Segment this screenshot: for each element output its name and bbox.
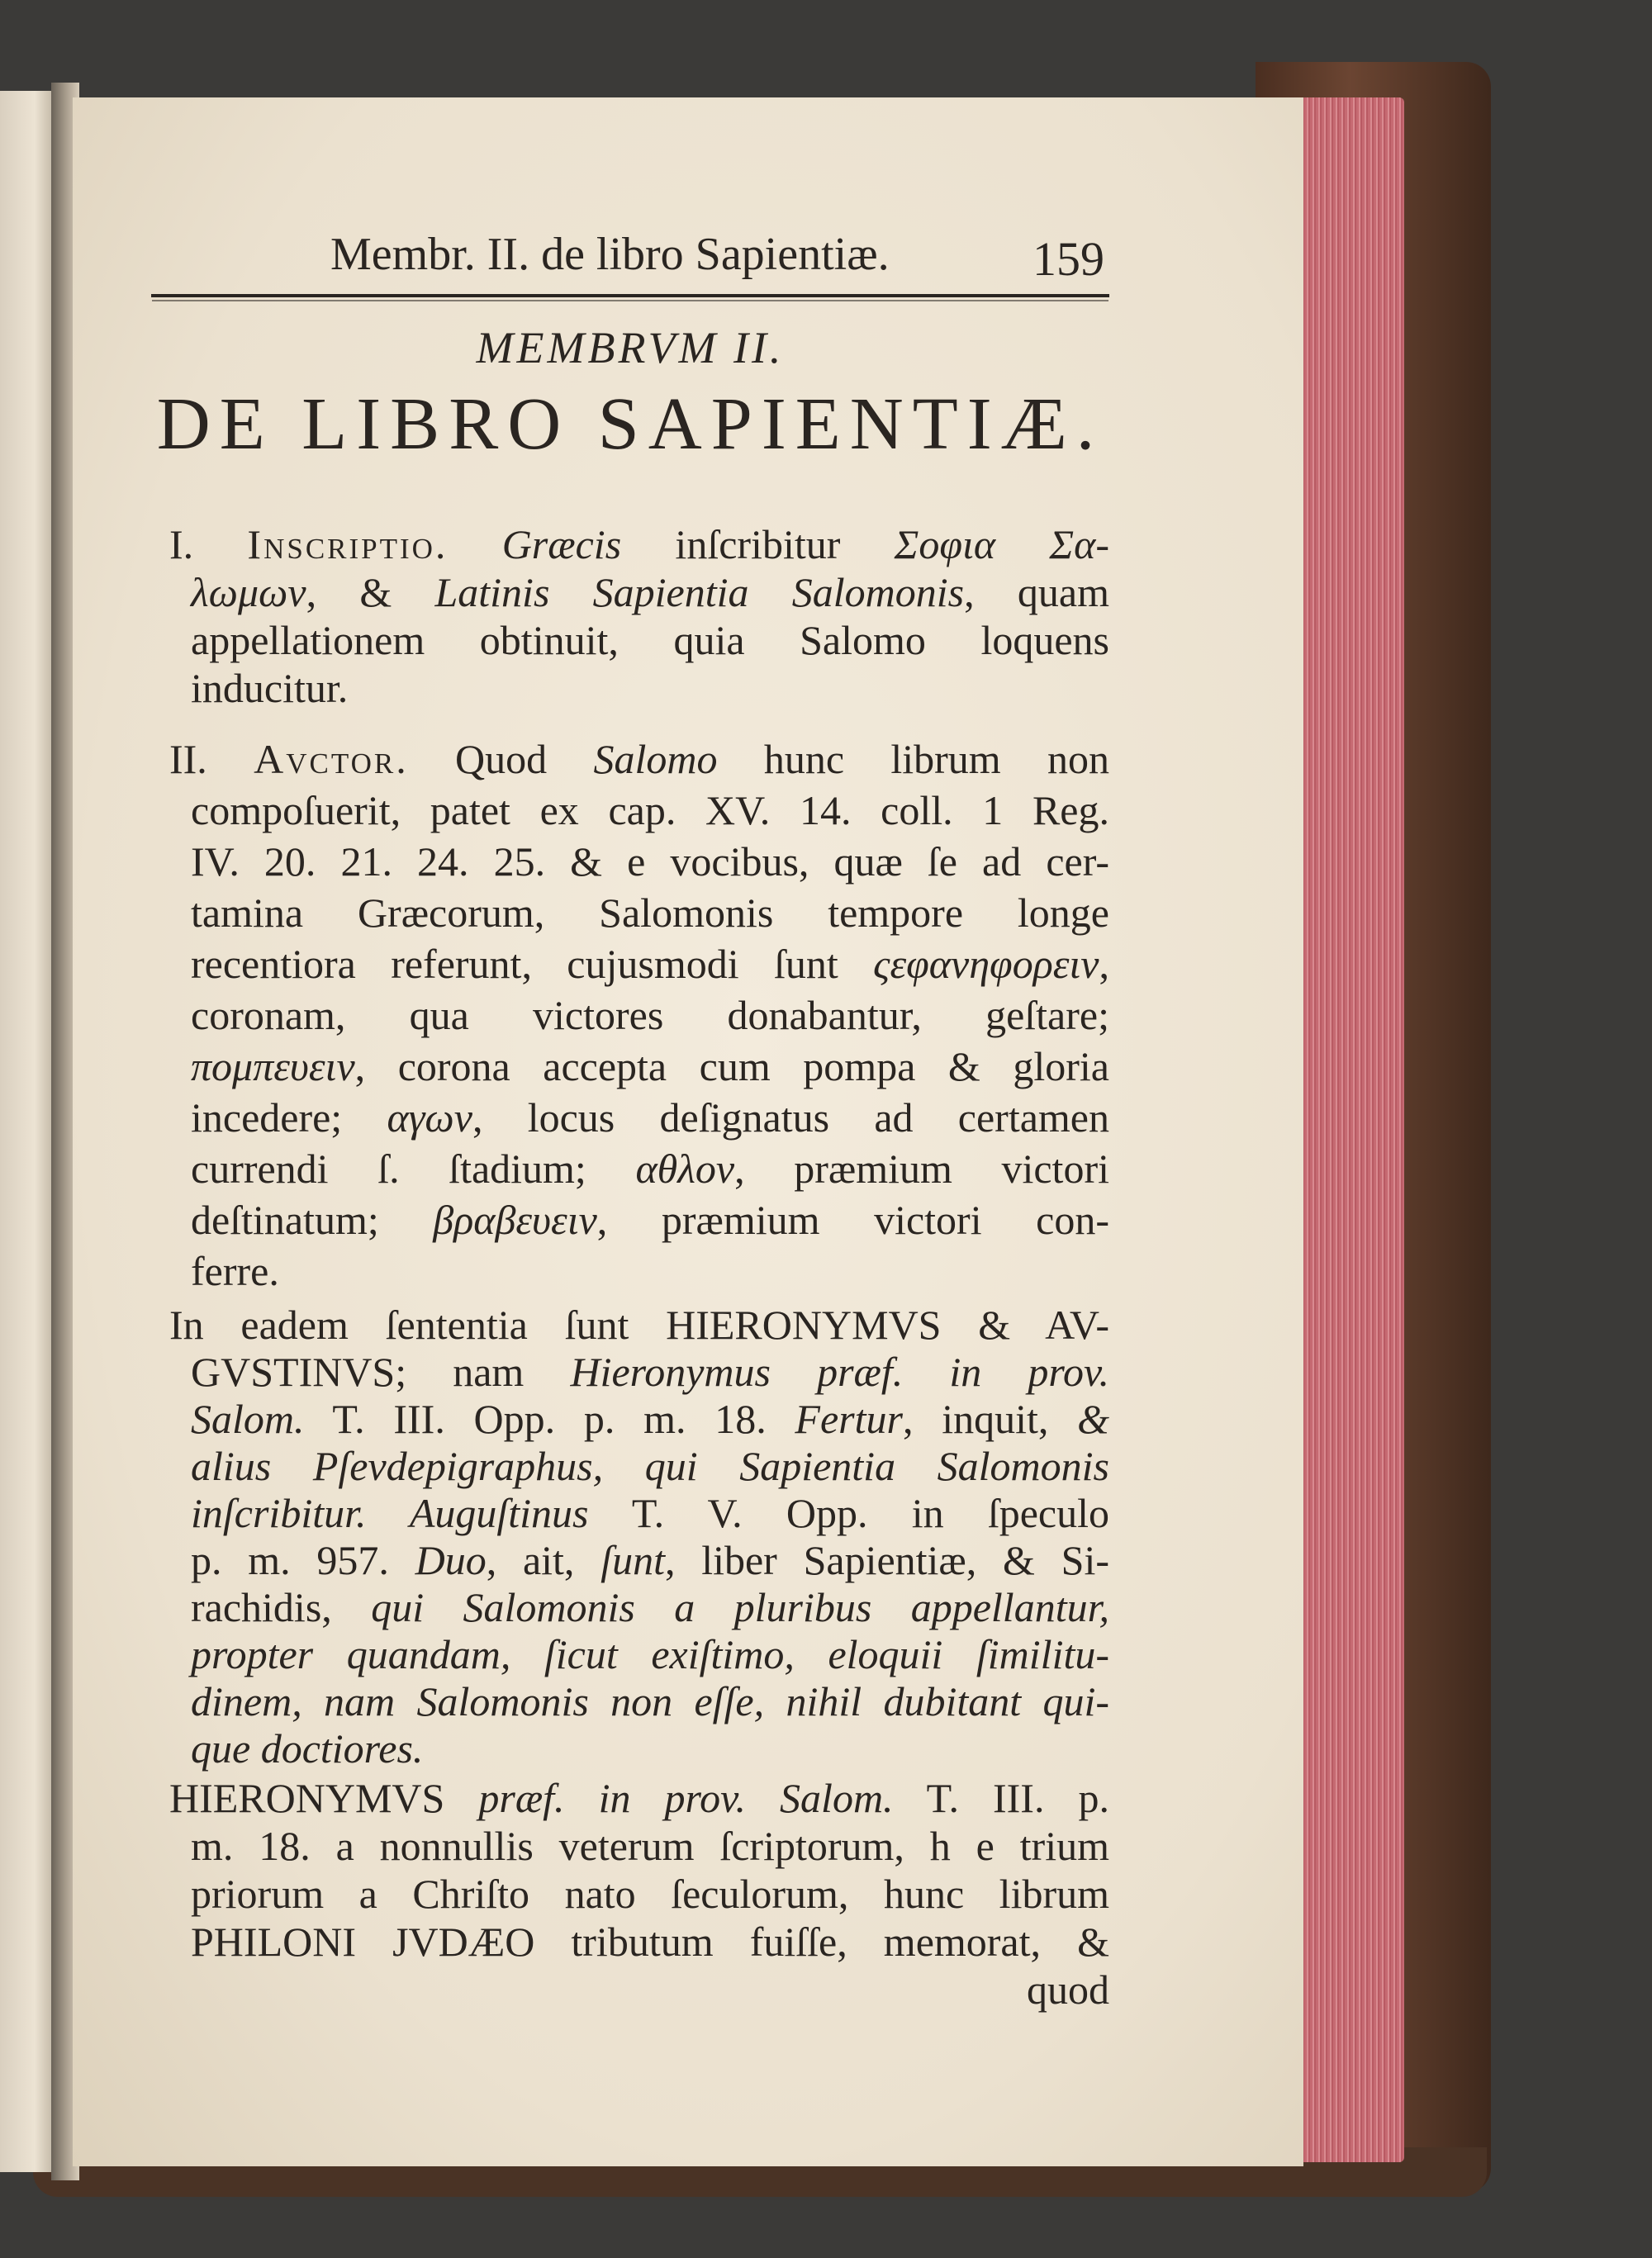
text-segment: quod [1027,1966,1109,2013]
text-segment [448,521,501,567]
header-rule [151,294,1109,297]
text-line [169,1725,1109,1772]
text-segment: T. III. Opp. p. m. 18. [304,1396,795,1442]
text-segment: Quod [408,736,594,782]
text-line [169,568,1109,616]
text-segment: recentiora referunt, cujusmodi ſunt [191,941,874,987]
section-label: Avctor. [254,736,409,782]
italic-text: ςεφανηφορειν [873,941,1099,987]
text-segment: ferre. [191,1248,279,1294]
paragraph [169,1774,1109,2014]
italic-text: & [1077,1396,1109,1442]
text-line [169,1537,1109,1584]
text-line [169,1396,1109,1443]
text-line [169,1918,1109,1966]
italic-text: inſcribitur. Auguſtinus [191,1490,589,1536]
text-line [169,1194,1109,1245]
text-segment: compoſuerit, patet ex cap. XV. 14. coll. 1 Reg. [191,787,1109,833]
italic-text: Fertur [795,1396,903,1442]
italic-text: αθλον [635,1146,735,1192]
italic-text: propter quandam, ſicut exiſtimo, eloquii ſimilitu- [191,1631,1109,1677]
text-line [169,1443,1109,1490]
text-line [169,520,1109,568]
red-page-edges [1298,97,1404,2162]
text-segment: GVSTINVS; nam [191,1349,571,1395]
text-line [169,938,1109,989]
page-number: 159 [1032,232,1104,286]
text-segment: hunc librum non [717,736,1109,782]
italic-text: βραβευειν [433,1197,597,1243]
text-line [169,1631,1109,1678]
text-segment: , [1099,941,1109,987]
text-segment: currendi ſ. ſtadium; [191,1146,636,1192]
text-line [169,733,1109,785]
text-segment: IV. 20. 21. 24. 25. & e vocibus, quæ ſe ad cer- [191,838,1109,885]
italic-text: qui Salomonis a pluribus appellantur, [371,1584,1109,1630]
text-segment: tamina Græcorum, Salomonis tempore longe [191,889,1109,936]
text-segment: PHILONI JVDÆO tributum fuiſſe, memorat, & [191,1919,1109,1965]
text-line [169,1349,1109,1396]
text-line [169,1584,1109,1631]
text-segment: I. [169,521,248,567]
italic-text: λωμων [191,569,306,615]
italic-text: Hieronymus præf. in prov. [570,1349,1109,1395]
text-line [169,1678,1109,1725]
text-segment: , & [306,569,435,615]
text-line [169,1774,1109,1822]
italic-text: dinem, nam Salomonis non eſſe, nihil dubitant qui- [191,1678,1109,1724]
italic-text: que doctiores. [191,1725,424,1772]
text-segment: appellationem obtinuit, quia Salomo loquens [191,617,1109,663]
left-page-edge [0,91,58,2172]
text-line [169,1041,1109,1092]
text-segment: priorum a Chriſto nato ſeculorum, hunc librum [191,1871,1109,1917]
text-line [169,1822,1109,1870]
italic-text: πομπευειν [191,1043,355,1089]
section-label: Inscriptio. [247,521,449,567]
running-title: Membr. II. de libro Sapientiæ. [330,229,890,280]
text-segment: incedere; [191,1094,387,1141]
text-segment: deſtinatum; [191,1197,434,1243]
text-line [169,1245,1109,1297]
italic-text: Salom. [191,1396,305,1442]
italic-text: alius Pſevdepigraphus, qui Sapientia Salomonis [191,1443,1109,1489]
italic-text: Salomo [593,736,718,782]
text-segment: T. V. Opp. in ſpeculo [588,1490,1110,1536]
text-segment: m. 18. a nonnullis veterum ſcriptorum, h e trium [191,1823,1109,1869]
text-segment: inſcribitur [621,521,895,567]
text-line [169,1870,1109,1918]
text-line [169,1490,1109,1537]
italic-text: Duo [415,1537,487,1583]
text-line [169,1092,1109,1143]
text-segment: , ait, [486,1537,601,1583]
italic-text: præf. in prov. Salom. [478,1775,894,1821]
italic-text: Græcis [501,521,622,567]
section-subtitle: MEMBRVM II. [476,323,785,372]
text-segment: coronam, qua victores donabantur, geſtare; [191,992,1109,1038]
text-line [169,989,1109,1041]
text-segment: , corona accepta cum pompa & gloria [354,1043,1109,1089]
text-segment: , inquit, [902,1396,1078,1442]
text-line [169,1966,1109,2014]
text-segment: , locus deſignatus ad certamen [472,1094,1109,1141]
italic-text: Σοφια Σα- [894,521,1110,567]
text-segment: T. III. p. [893,1775,1109,1821]
text-segment: , præmium victori con- [596,1197,1109,1243]
text-line [169,1143,1109,1194]
text-line [169,887,1109,938]
text-line [169,664,1109,712]
text-segment: In eadem ſententia ſunt HIERONYMVS & AV- [169,1302,1109,1348]
text-line [169,616,1109,664]
text-segment: inducitur. [191,665,349,711]
paragraph [169,733,1109,1297]
text-line [169,836,1109,887]
text-segment: p. m. 957. [191,1537,415,1583]
text-line [169,785,1109,836]
paragraph [169,520,1109,712]
paragraph [169,1302,1109,1772]
section-heading: DE LIBRO SAPIENTIÆ. [156,383,1104,465]
text-segment: , præmium victori [734,1146,1109,1192]
italic-text: αγων [387,1094,472,1141]
text-segment: , liber Sapientiæ, & Si- [664,1537,1109,1583]
text-line [169,1302,1109,1349]
italic-text: ſunt [601,1537,665,1583]
text-segment: HIERONYMVS [169,1775,479,1821]
text-segment: , quam [964,569,1109,615]
text-segment: II. [169,736,254,782]
text-segment: rachidis, [191,1584,372,1630]
italic-text: Latinis Sapientia Salomonis [434,569,965,615]
